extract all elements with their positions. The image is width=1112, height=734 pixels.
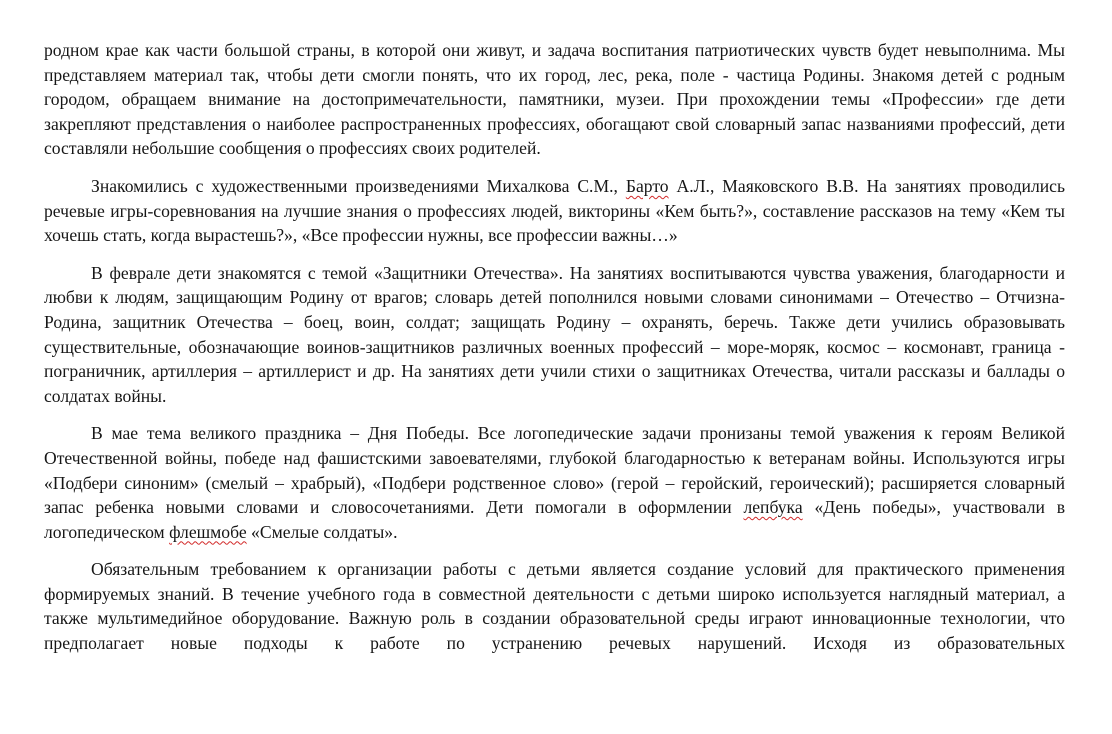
- paragraph-5: [44, 557, 1065, 655]
- paragraph-text: В феврале дети знакомятся с темой «Защитники Отечества». На занятиях воспитываются чувства уважения, благодарности и любви к людям, защищающим Родину от врагов; словарь детей пополнился новыми словами синонимами – Отечество – Отчизна-Родина, защитник Отечества – боец, воин, солдат; защищать Родину – охранять, беречь. Также дети учились образовывать существительные, обозначающие воинов-защитников различных военных профессий – море-моряк, космос – космонавт, граница - пограничник, артиллерия – артиллерист и др. На занятиях дети учили стихи о защитниках Отечества, читали рассказы и баллады о солдатах войны.: [44, 262, 1065, 406]
- paragraph-text: «Смелые солдаты».: [246, 521, 398, 542]
- paragraph-text: А.Л., Маяковского В.В. На занятиях проводились речевые игры-соревнования на лучшие знания о профессиях людей, викторины «Кем быть?», составление рассказов на тему «Кем ты хочешь стать, когда вырастешь?», «Все профессии нужны, все профессии важны…»: [44, 175, 1065, 246]
- misspelled-word[interactable]: Барто: [625, 175, 669, 196]
- misspelled-word[interactable]: лепбука: [743, 497, 803, 518]
- paragraph-text: Знакомились с художественными произведениями Михалкова С.М.,: [91, 175, 626, 196]
- misspelled-word[interactable]: флешмобе: [169, 521, 247, 542]
- document-page: [44, 38, 1065, 656]
- paragraph-text: В мае тема великого праздника – Дня Победы. Все логопедические задачи пронизаны темой уважения к героям Великой Отечественной войны, победе над фашистскими завоевателями, глубокой благодарностью к ветеранам войны. Используются игры «Подбери синоним» (смелый – храбрый), «Подбери родственное слово» (герой – геройский, героический); расширяется словарный запас ребенка новыми словами и словосочетаниями. Дети помогали в оформлении: [44, 423, 1065, 518]
- paragraph-text: Обязательным требованием к организации работы с детьми является создание условий для практического применения формируемых знаний. В течение учебного года в совместной деятельности с детьми широко используется наглядный материал, а также мультимедийное оборудование. Важную роль в создании образовательной среды играют инновационные технологии, что предполагает новые подходы к работе по устранению речевых нарушений. Исходя из образовательных: [44, 559, 1065, 654]
- paragraph-3: [44, 261, 1065, 409]
- paragraph-2: [44, 174, 1065, 248]
- paragraph-text: родном крае как части большой страны, в которой они живут, и задача воспитания патриотических чувств будет невыполнима. Мы представляем материал так, чтобы дети смогли понять, что их город, лес, река, поле - частица Родины. Знакомя детей с родным городом, обращаем внимание на достопримечательности, памятники, музеи. При прохождении темы «Профессии» где дети закрепляют представления о наиболее распространенных профессиях, обогащают свой словарный запас названиями профессий, дети составляли небольшие сообщения о профессиях своих родителей.: [44, 40, 1065, 159]
- paragraph-text: «День победы», участвовали в логопедическом: [44, 497, 1065, 542]
- paragraph-4: [44, 421, 1065, 544]
- paragraph-1: [44, 38, 1065, 161]
